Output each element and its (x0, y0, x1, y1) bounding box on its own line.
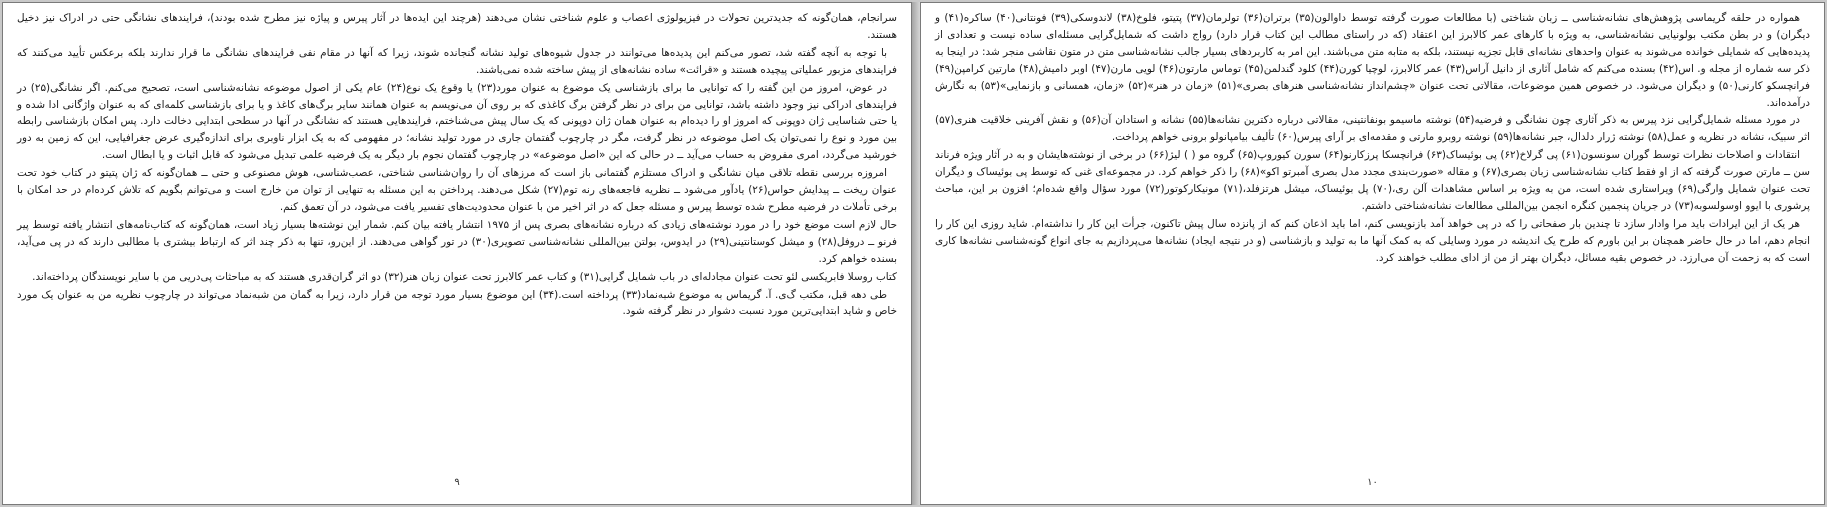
paragraph: امروزه بررسی نقطه تلاقی میان نشانگی و ادراک مستلزم گفتمانی باز است که مرزهای آن را روان‌شناسی شناختی، عصب‌شناسی، هوش مصنوعی و حتی ــ همان‌گونه که ژان پتیتو در کتاب خود تحت عنوان ریخت ــ پیدایش حواس(۲۶) یادآور می‌شود ــ نظریه فاجعه‌های رنه توم(۲۷) شکل می‌دهند. پرداختن به این مسئله به تنهایی از توان من خارج است و می‌توانم بگویم که تلاش کرده‌ام در حد امکان با برخی تأملات در فرضیه مطرح شده توسط پیرس و مسئله جعل که در اثر اخیر من با عنوان محدودیت‌های تفسیر یافت می‌شود، در آن تعمق کنم. (17, 167, 898, 213)
paragraph: در مورد مسئله شمایل‌گرایی نزد پیرس به ذکر آثاری چون نشانگی و فرضیه(۵۴) نوشته ماسیمو بونفانتینی، مقالاتی درباره دکترین نشانه‌ها(۵۵) نشانه و استادان آن(۵۶) و نقش آفرینی خلاقیت هنری(۵۷) اثر سبیک، نشانه در نظریه و عمل(۵۸) نوشته ژرار دلدال، جبر نشانه‌ها(۵۹) نوشته روبرو مارتی و مقدمه‌ای بر آرای پیرس(۶۰) تألیف بیامپانولو برونی خواهم پرداخت. (935, 114, 1810, 144)
page-number: ۱۰ (1367, 477, 1378, 488)
right-page (920, 2, 1825, 505)
page-number: ۹ (454, 477, 460, 488)
paragraph: همواره در حلقه گریماسی پژوهش‌های نشانه‌شناسی ــ زبان شناختی (با مطالعات صورت گرفته توسط داوالون(۳۵) برتران(۳۶) تولرمان(۳۷) پتیتو، فلوخ(۳۸) لاندوسکی(۳۹) فونتانی(۴۰) ساکره(۴۱) و دیگران) و در بطن مکتب بولونیایی نشانه‌شناسی، به ویژه با کارهای عمر کالابرز این اعتقاد (که در راستای مطالب این کتاب قرار دارد) رواج داشت که شمایل‌گرایی مسئله‌ای ساده نیست و تعدادی از پدیده‌هایی که شمایلی خوانده می‌شوند به عنوان واحدهای نشانه‌ای قابل تجزیه نیستند، بلکه به متابه متن می‌باشند. این امر به کاربردهای بسیار جالب نشانه‌شناسی متن در متون نقاشی منجر شد: در اینجا به ذکر سه شماره از مجله و. اس(۴۲) بسنده می‌کنم که شامل آثاری از دانیل آراس(۴۳) عمر کالابرز، لوچیا کورن(۴۴) کلود گندلمن(۴۵) توماس مارتون(۴۶) لویی مارن(۴۷) اوبر دامیش(۴۸) مارتین کرامپن(۴۹) فرانچسکو کارنی(۵۰) و دیگران می‌شود. در خصوص همین موضوعات، مقالاتی تحت عنوان «چشم‌انداز نشانه‌شناسی هنرهای بصری»(۵۱) «زمان در هنر»(۵۲) «زمان، همسانی و بازنمایی»(۵۳) به نگارش درآمده‌اند. (935, 12, 1811, 109)
paragraph: حال لازم است موضع خود را در مورد نوشته‌های زیادی که درباره نشانه‌های بصری پس از ۱۹۷۵ انتشار یافته بیان کنم. شمار این نوشته‌ها بسیار زیاد است، همان‌گونه که کتاب‌نامه‌های انتشار یافته توسط پیر فرنو ــ دروفل(۲۸) و میشل کوستانتینی(۲۹) در ایدوس، بولتن بین‌المللی نشانه‌شناسی تصویری(۳۰) در تور گواهی می‌دهند. از این‌رو، تنها به ذکر چند اثر که ارتباط بیشتری با مطالبی دارند که در پی می‌آید، بسنده خواهم کرد. (17, 218, 898, 265)
paragraph: طی دهه قبل، مکتب گ‌ی. آ. گریماس به موضوع شبه‌نماد(۳۳) پرداخته است.(۳۴) این موضوع بسیار مورد توجه من قرار دارد، زیرا به گمان من شبه‌نماد می‌تواند در چارچوب نظریه من به عنوان یک مورد خاص و شاید ابتدایی‌ترین مورد نسبت دشوار در نظر گرفته شود. (17, 288, 897, 318)
paragraph: انتقادات و اصلاحات نظرات توسط گوران سونسون(۶۱) پی گرلاخ(۶۲) پی بوئیساک(۶۳) فرانچسکا پرزکارنو(۶۴) سورن کیوروپ(۶۵) گروه مو ( ) لیژ(۶۶) در برخی از نوشته‌هایشان و به در آثار ویژه فرناند سن ــ مارتن صورت گرفته که از او فقط کتاب نشانه‌شناسی زبان بصری(۶۷) و مقاله «صورت‌بندی مجدد مدل بصری آمبرتو اکو»(۶۸) را ذکر خواهم کرد. در مجموعه‌ای غنی که توسط پی بوئیساک و دیگران تحت عنوان شمایل وارگی(۶۹) ویراستاری شده است، من به ویژه بر اساس مشاهدات آلن ری،(۷۰) پل بوئیساک، میشل هرتزفلد،(۷۱) مونیکارکوتور(۷۲) مورد سؤال واقع شده‌ام؛ افزون بر این، مباحث پرشوری با ایوو اوسولسوبه(۷۳) در جریان پنجمین کنگره انجمن بین‌المللی مطالعات نشانه‌شناختی داشتم. (935, 149, 1810, 212)
paragraph: کتاب روسلا فابریکسی لئو تحت عنوان مجادله‌ای در باب شمایل گرایی(۳۱) و کتاب عمر کالابرز تحت عنوان زبان هنر(۳۲) دو اثر گران‌قدری هستند که به مباحثات پی‌دریی من با سایر نویسندگان پرداخته‌اند. (32, 270, 897, 283)
right-page-text (921, 3, 1824, 267)
paragraph: در عوض، امروز من این گفته را که توانایی ما برای بازشناسی یک موضوع به عنوان مورد(۲۳) یا وقوع یک نوع(۲۴) عام یکی از اصول موضوعه نشانه‌شناسی است، تصحیح می‌کنم. اگر نشانگی(۲۵) در فرایندهای ادراکی نیز وجود داشته باشد، توانایی من برای در نظر گرفتن برگ کاغذی که بر روی آن می‌نویسم به عنوان همانند سایر برگ‌های کاغذ و یا برای بازشناسی کلمه‌ای که به عنوان واژگانی ادا شده و یا حتی شناسایی ژان دوپونی که امروز او را دیده‌ام به عنوان همان ژان دوپونی که یک سال پیش می‌شناختم، فرایندهایی هستند که نشانگی در آنها در سطحی ابتدایی دخالت دارد. پس امکان بازشناسی رابطه بین مورد و نوع را نمی‌توان یک اصل موضوعه در نظر گرفت، مگر در چارچوب گفتمان جاری در مورد تولید نشانه؛ در مفهومی که به یک ابزار ناوبری برای اندازه‌گیری عرض جغرافیایی، این که زمین به دور خورشید می‌گردد، امری مفروض به حساب می‌آید ــ در حالی که این «اصل موضوعه» در چارچوب گفتمان نجوم بار دیگر به یک فرضیه علمی تبدیل می‌شود که قابل اثبات و یا ابطال است. (17, 81, 897, 162)
paragraph: سرانجام، همان‌گونه که جدیدترین تحولات در فیزیولوژی اعصاب و علوم شناختی نشان می‌دهند (هرچند این ایده‌ها در آثار پیرس و پیاژه نیز مطرح شده بودند)، فرایندهای نشانگی حتی در ادراک نیز دخیل هستند. (17, 12, 897, 41)
left-page (2, 2, 912, 505)
page-gutter (912, 2, 920, 505)
paragraph: هر یک از این ایرادات باید مرا وادار سازد تا چندین بار صفحاتی را که در پی خواهد آمد بازنویسی کنم، اما باید اذعان کنم که از پانزده سال پیش تاکنون، جرأت این کار را نداشته‌ام. شاید روزی این کار را انجام دهم، اما در حال حاضر همچنان بر این باورم که طرح یک اندیشه در مورد وسایلی که به کمک آنها ما به تولید و بازشناسی (و در نتیجه ایجاد) نشانه‌ها می‌پردازیم به جای انواع گونه‌شناسی نشانه‌ها کاری است که به زحمت آن می‌ارزد. در خصوص بقیه مسائل، دیگران بهتر از من از ادای مطلب خواهند کرد. (935, 217, 1810, 264)
left-page-text (3, 3, 911, 320)
paragraph: با توجه به آنچه گفته شد، تصور می‌کنم این پدیده‌ها می‌توانند در جدول شیوه‌های تولید نشانه گنجانده شوند، زیرا که آنها در مقام نفی فرایندهای نشانگی ما قرار ندارند بلکه برعکس تأیید می‌کنند که فرایندهای مزبور عملیاتی پیچیده هستند و «قرائت» ساده نشانه‌های از پیش ساخته شده نمی‌باشند. (17, 46, 897, 76)
